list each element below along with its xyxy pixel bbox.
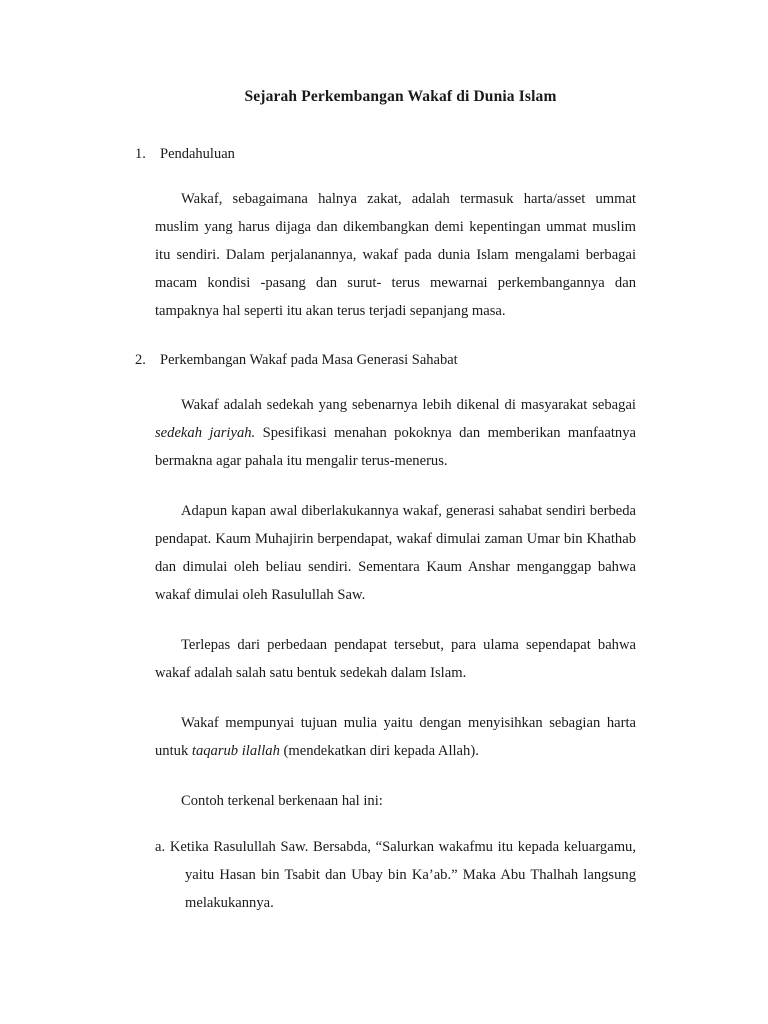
section-heading-1 xyxy=(135,141,656,167)
document-content xyxy=(135,86,656,939)
section-heading-label-1: Pendahuluan xyxy=(160,146,235,162)
list-item-text: Ketika Rasulullah Saw. Bersabda, “Salurkan wakafmu itu kepada keluargamu, yaitu Hasan bin Tsabit dan Ubay bin Ka’ab.” Maka Abu Thalhah langsung melakukannya. xyxy=(169,839,636,911)
paragraph-sedekah-jariyah xyxy=(135,391,636,475)
term-taqarub-ilallah: taqarub ilallah xyxy=(191,743,280,759)
list-item xyxy=(135,833,636,917)
paragraph-contoh-terkenal: Contoh terkenal berkenaan hal ini: xyxy=(181,793,383,809)
paragraph-tujuan-lead: Wakaf mempunyai tujuan mulia yaitu dengan menyisihkan sebagian harta untuk xyxy=(155,715,636,759)
list-item-label: a. xyxy=(155,839,166,855)
paragraph-tujuan-rest: (mendekatkan diri kepada Allah). xyxy=(279,743,479,759)
list-item-body xyxy=(155,833,636,917)
paragraph-sedekah-lead: Wakaf adalah sedekah yang sebenarnya lebih dikenal di masyarakat sebagai xyxy=(181,397,636,413)
paragraph-terlepas: Terlepas dari perbedaan pendapat tersebut, para ulama sependapat bahwa wakaf adalah salah satu bentuk sedekah dalam Islam. xyxy=(155,637,636,681)
paragraph-pendahuluan: Wakaf, sebagaimana halnya zakat, adalah termasuk harta/asset ummat muslim yang harus dijaga dan dikembangkan demi kepentingan ummat muslim itu sendiri. Dalam perjalanannya, wakaf pada dunia Islam mengalami berbagai macam kondisi -pasang dan surut- terus mewarnai perkembangannya dan tampaknya hal seperti itu akan terus terjadi sepanjang masa. xyxy=(155,191,636,319)
paragraph-tujuan-mulia xyxy=(135,709,636,765)
section-heading-2 xyxy=(135,347,656,373)
section-number-1: 1. xyxy=(135,146,146,162)
paragraph-adapun-kapan: Adapun kapan awal diberlakukannya wakaf, generasi sahabat sendiri berbeda pendapat. Kaum Muhajirin berpendapat, wakaf dimulai zaman Umar bin Khathab dan dimulai oleh beliau sendiri. Sementara Kaum Anshar menganggap bahwa wakaf dimulai oleh Rasulullah Saw. xyxy=(155,503,636,603)
page-title: Sejarah Perkembangan Wakaf di Dunia Islam xyxy=(244,88,557,105)
paragraph-sedekah-rest: Spesifikasi menahan pokoknya dan memberikan manfaatnya bermakna agar pahala itu mengalir terus-menerus. xyxy=(155,425,636,469)
section-number-2: 2. xyxy=(135,352,146,368)
term-sedekah-jariyah: sedekah jariyah. xyxy=(155,425,256,441)
section-heading-label-2: Perkembangan Wakaf pada Masa Generasi Sahabat xyxy=(160,352,458,368)
